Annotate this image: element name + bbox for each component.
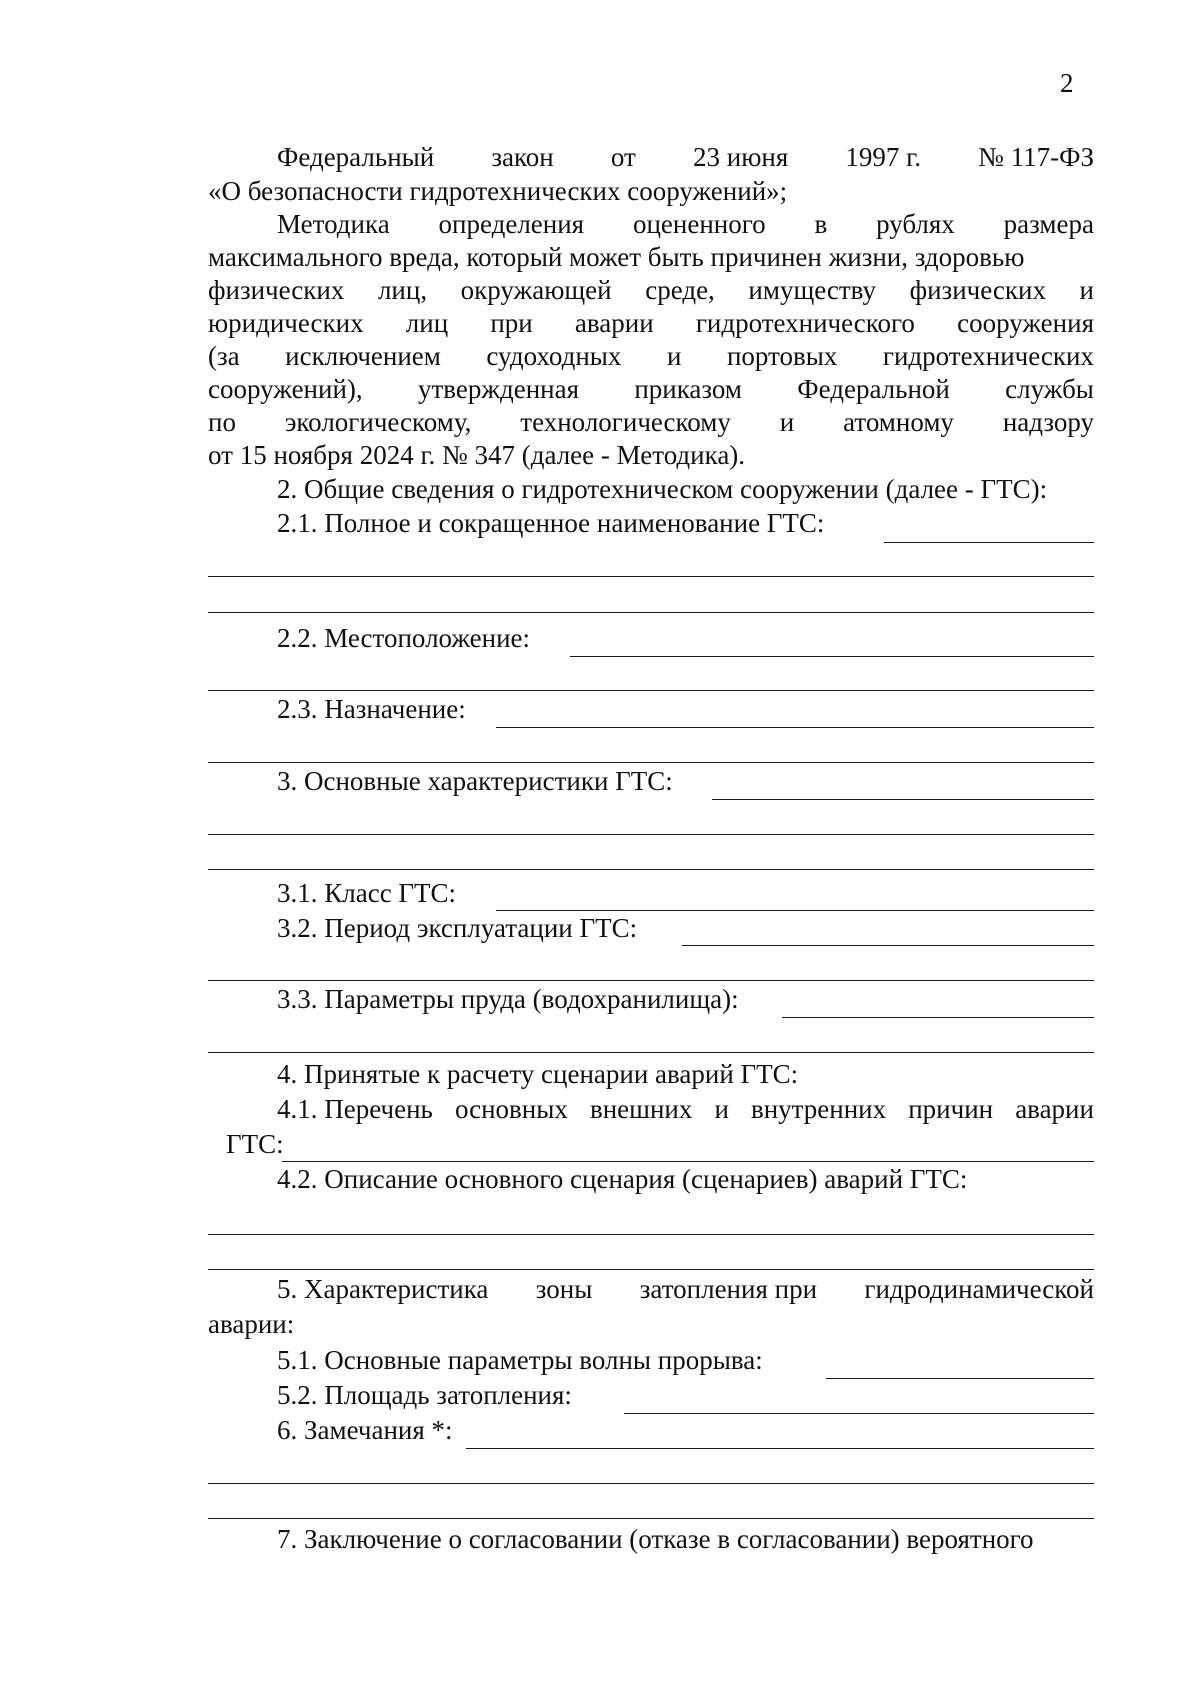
word: определения	[438, 209, 585, 239]
word: юридических	[208, 308, 364, 338]
method-line-4	[208, 306, 1094, 340]
word: зоны	[535, 1274, 593, 1304]
fill-line-2-1-c[interactable]	[208, 612, 1094, 613]
word: утвержденная	[417, 374, 580, 404]
section-3-1-label: 3.1. Класс ГТС:	[277, 878, 457, 908]
section-4-1-line	[277, 1092, 1094, 1126]
word: закон	[491, 142, 554, 172]
word: внешних	[589, 1094, 693, 1124]
method-line-7	[208, 405, 1094, 439]
word: Федеральной	[797, 374, 950, 404]
word: от	[610, 142, 636, 172]
word: сооружений),	[208, 374, 363, 404]
section-3-heading: 3. Основные характеристики ГТС:	[277, 766, 673, 796]
word: рублях	[876, 209, 955, 239]
word: приказом	[634, 374, 742, 404]
word: надзору	[1002, 407, 1094, 437]
section-6-label: 6. Замечания *:	[277, 1415, 453, 1445]
word: № 117-ФЗ	[978, 142, 1094, 172]
law-line-2: «О безопасности гидротехнических сооружений»;	[208, 176, 788, 206]
word: и	[779, 407, 795, 437]
word: внутренних	[750, 1094, 887, 1124]
method-line-1	[277, 207, 1094, 241]
fill-line-2-3-b[interactable]	[208, 762, 1094, 763]
fill-line-2-1-b[interactable]	[208, 576, 1094, 577]
word: 1997 г.	[845, 142, 921, 172]
fill-line-6-c[interactable]	[208, 1518, 1094, 1519]
fill-line-4-2-a[interactable]	[208, 1234, 1094, 1235]
word: физических	[208, 275, 345, 305]
word: оцененного	[632, 209, 766, 239]
law-line-1	[277, 140, 1094, 174]
word: гидротехнического	[695, 308, 915, 338]
word: размера	[1003, 209, 1094, 239]
word: имуществу	[748, 275, 876, 305]
word: среде,	[645, 275, 715, 305]
fill-line-2-1[interactable]	[884, 542, 1094, 543]
page-number: 2	[1060, 68, 1074, 98]
fill-line-2-2[interactable]	[570, 656, 1094, 657]
word: аварии	[1015, 1094, 1094, 1124]
word: физических	[909, 275, 1046, 305]
word: при	[490, 308, 533, 338]
section-3-2-label: 3.2. Период эксплуатации ГТС:	[277, 913, 638, 943]
word: судоходных	[486, 341, 622, 371]
section-5-1-label: 5.1. Основные параметры волны прорыва:	[277, 1345, 763, 1375]
word: гидродинамической	[864, 1274, 1094, 1304]
section-5-line	[277, 1272, 1094, 1306]
fill-line-2-2-b[interactable]	[208, 690, 1094, 691]
word: в	[814, 209, 828, 239]
word: Федеральный	[277, 142, 435, 172]
word: и	[1079, 275, 1094, 305]
method-line-3	[208, 273, 1094, 307]
fill-line-3-3-b[interactable]	[208, 1052, 1094, 1053]
word: службы	[1005, 374, 1094, 404]
word: портовых	[726, 341, 838, 371]
method-line-2: максимального вреда, который может быть причинен жизни, здоровью	[208, 242, 1025, 272]
word: и	[666, 341, 682, 371]
fill-line-3-2-b[interactable]	[208, 980, 1094, 981]
word: причин	[908, 1094, 994, 1124]
word: гидротехнических	[882, 341, 1094, 371]
word: технологическому	[520, 407, 731, 437]
section-4-heading: 4. Принятые к расчету сценарии аварий ГТС:	[277, 1059, 799, 1089]
word: окружающей	[460, 275, 612, 305]
word: основных	[454, 1094, 568, 1124]
word: 4.1. Перечень	[277, 1094, 433, 1124]
method-line-5	[208, 339, 1094, 373]
fill-line-3-b[interactable]	[208, 834, 1094, 835]
word: (за	[208, 341, 240, 371]
word: аварии	[574, 308, 654, 338]
fill-line-3[interactable]	[712, 799, 1094, 800]
fill-line-4-2-b[interactable]	[208, 1269, 1094, 1270]
section-2-2-label: 2.2. Местоположение:	[277, 623, 531, 653]
section-5-cont: аварии:	[208, 1309, 295, 1339]
method-line-6	[208, 372, 1094, 406]
word: и	[714, 1094, 729, 1124]
fill-line-6[interactable]	[466, 1448, 1094, 1449]
section-4-2-label: 4.2. Описание основного сценария (сценариев) аварий ГТС:	[277, 1164, 968, 1194]
word: лиц,	[377, 275, 428, 305]
fill-line-3-3[interactable]	[782, 1017, 1094, 1018]
section-2-3-label: 2.3. Назначение:	[277, 694, 466, 724]
word: сооружения	[957, 308, 1094, 338]
fill-line-2-3[interactable]	[496, 727, 1094, 728]
fill-line-3-2[interactable]	[682, 945, 1094, 946]
fill-line-3-c[interactable]	[208, 869, 1094, 870]
fill-line-6-b[interactable]	[208, 1483, 1094, 1484]
section-2-heading: 2. Общие сведения о гидротехническом сооружении (далее - ГТС):	[277, 474, 1048, 504]
method-line-8: от 15 ноября 2024 г. № 347 (далее - Методика).	[208, 440, 746, 470]
word: 5. Характеристика	[277, 1274, 489, 1304]
section-2-1-label: 2.1. Полное и сокращенное наименование ГТС:	[277, 508, 825, 538]
word: экологическому,	[284, 407, 472, 437]
word: атомному	[843, 407, 954, 437]
section-3-3-label: 3.3. Параметры пруда (водохранилища):	[277, 984, 739, 1014]
word: Методика	[277, 209, 390, 239]
section-5-2-label: 5.2. Площадь затопления:	[277, 1380, 572, 1410]
word: 23 июня	[693, 142, 789, 172]
word: исключением	[285, 341, 441, 371]
word: лиц	[405, 308, 449, 338]
section-4-1-cont: ГТС:	[226, 1129, 284, 1159]
section-7-line: 7. Заключение о согласовании (отказе в согласовании) вероятного	[277, 1524, 1034, 1554]
word: по	[208, 407, 236, 437]
word: затопления при	[639, 1274, 818, 1304]
